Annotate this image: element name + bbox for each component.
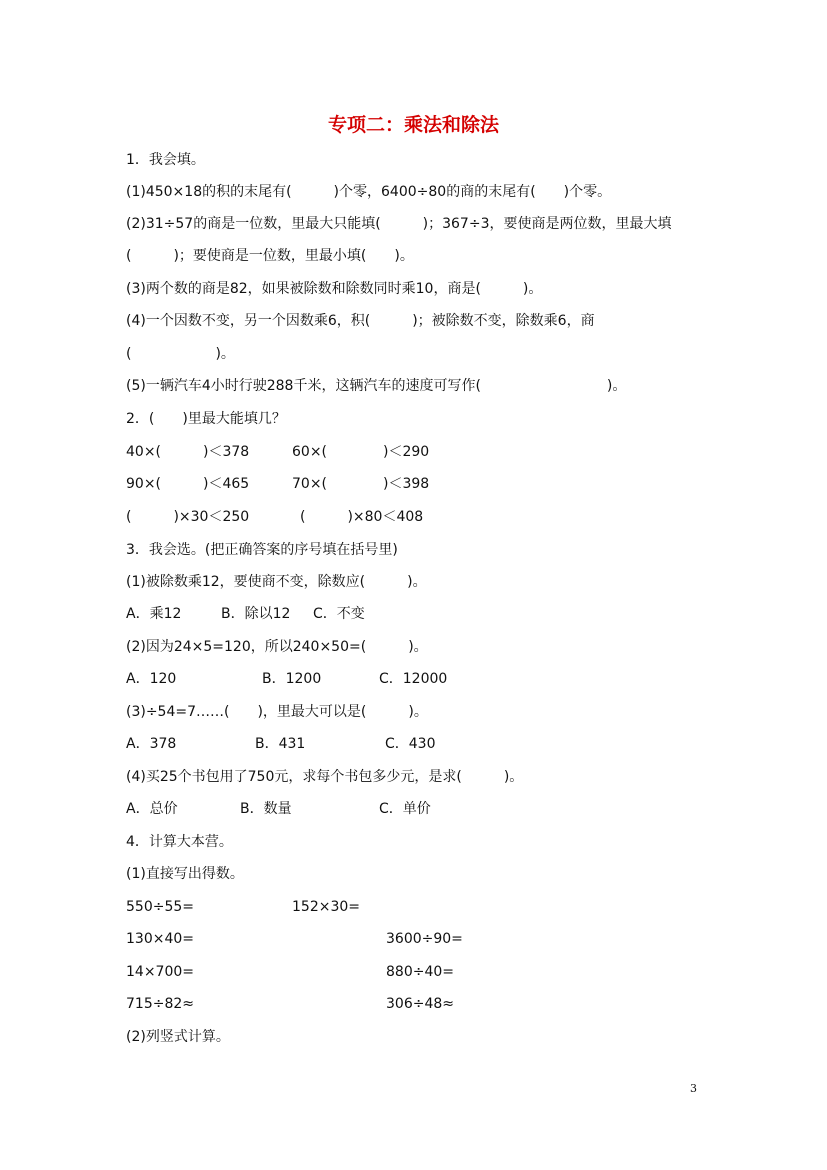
q4-expr: 152×30= [292,899,360,915]
q2-expr: 40×( )＜378 [126,444,250,460]
q1-item-3: (3)两个数的商是82，如果被除数和除数同时乘10，商是( )。 [126,281,543,297]
q1-item-4: (4)一个因数不变，另一个因数乘6，积( )；被除数不变，除数乘6，商 [126,313,595,329]
q1-item-4-cont: ( )。 [126,346,235,362]
q4-expr: 550÷55= [126,899,194,915]
q1-item-1: (1)450×18的积的末尾有( )个零，6400÷80的商的末尾有( )个零。 [126,184,612,200]
q3-option: A．乘12 [126,606,182,622]
page-title: 专项二：乘法和除法 [327,114,499,136]
q3-option: B．数量 [240,801,292,817]
q4-heading: 4．计算大本营。 [126,834,233,850]
q2-expr: ( )×30＜250 [126,509,250,525]
q3-option: C．430 [385,736,436,752]
q3-option: B．1200 [262,671,322,687]
q3-option: C．12000 [379,671,448,687]
q3-heading: 3．我会选。(把正确答案的序号填在括号里) [126,542,398,558]
q3-option: A．378 [126,736,177,752]
q3-option: C．单价 [379,801,431,817]
q4-expr: 306÷48≈ [386,996,454,1012]
q3-option: B．除以12 [221,606,291,622]
q4-expr: 715÷82≈ [126,996,194,1012]
q4-sub-1: (1)直接写出得数。 [126,866,244,882]
q4-sub-2: (2)列竖式计算。 [126,1029,230,1045]
q2-expr: 70×( )＜398 [292,476,430,492]
q2-heading: 2．( )里最大能填几？ [126,411,286,427]
page-number: 3 [690,1082,697,1095]
q2-expr: 90×( )＜465 [126,476,250,492]
q2-expr: ( )×80＜408 [300,509,424,525]
q4-expr: 14×700= [126,964,194,980]
q1-heading: 1．我会填。 [126,152,205,168]
q1-item-5: (5)一辆汽车4小时行驶288千米，这辆汽车的速度可写作( )。 [126,378,627,394]
q3-option: B．431 [255,736,306,752]
q3-item-3: (3)÷54=7……( )，里最大可以是( )。 [126,704,428,720]
q1-item-2-cont: ( )；要使商是一位数，里最小填( )。 [126,248,414,264]
q4-expr: 130×40= [126,931,194,947]
q3-option: A．120 [126,671,177,687]
q3-option: A．总价 [126,801,178,817]
q1-item-2: (2)31÷57的商是一位数，里最大只能填( )；367÷3，要使商是两位数，里最大填 [126,216,672,232]
q3-item-4: (4)买25个书包用了750元，求每个书包多少元，是求( )。 [126,769,524,785]
q4-expr: 3600÷90= [386,931,463,947]
q3-item-1: (1)被除数乘12，要使商不变，除数应( )。 [126,574,427,590]
q3-option: C．不变 [313,606,365,622]
q3-item-2: (2)因为24×5=120，所以240×50=( )。 [126,639,428,655]
q4-expr: 880÷40= [386,964,454,980]
q2-expr: 60×( )＜290 [292,444,430,460]
